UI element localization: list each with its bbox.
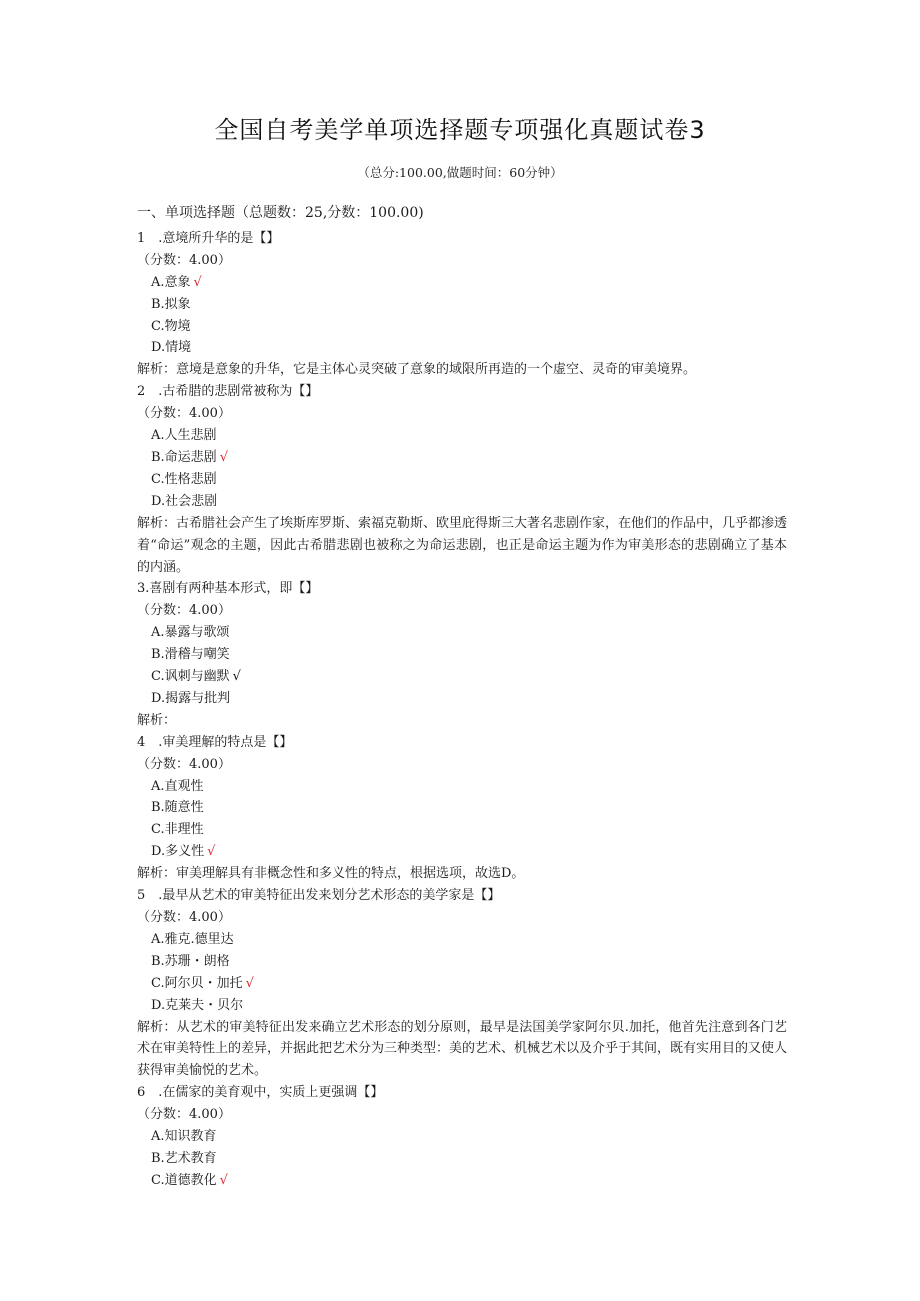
page-title: 全国自考美学单项选择题专项强化真题试卷3	[214, 116, 706, 144]
answer-option	[137, 469, 787, 491]
option-text: B.滑稽与嘲笑	[151, 647, 230, 663]
option-text: B.艺术教育	[151, 1150, 217, 1166]
answer-option	[137, 1170, 787, 1192]
answer-analysis: 解析：意境是意象的升华，它是主体心灵突破了意象的域限所再造的一个虚空、灵奇的审美境界。	[137, 362, 697, 378]
option-text: A.直观性	[151, 778, 204, 794]
answer-option	[137, 447, 787, 469]
question-stem: 3.喜剧有两种基本形式，即【】	[137, 581, 319, 597]
answer-option	[137, 776, 787, 798]
option-text: C.性格悲剧	[151, 471, 217, 487]
answer-option	[137, 1148, 787, 1170]
option-text: A.雅克.德里达	[151, 931, 234, 947]
option-text: A.人生悲剧	[151, 428, 217, 444]
answer-option	[137, 272, 787, 294]
correct-check-icon: √	[193, 274, 202, 290]
correct-check-icon: √	[245, 975, 254, 991]
question-block	[137, 885, 787, 1082]
option-text: A.意象	[151, 274, 191, 290]
option-text: D.情境	[151, 340, 192, 356]
question-block	[137, 732, 787, 885]
option-text: B.随意性	[151, 800, 204, 816]
option-text: C.阿尔贝・加托	[151, 975, 243, 991]
section-heading: 一、单项选择题（总题数：25,分数：100.00)	[137, 205, 424, 221]
question-score: （分数：4.00）	[137, 756, 231, 772]
question-stem: 2 .古希腊的悲剧常被称为【】	[137, 384, 319, 400]
question-list	[137, 228, 787, 1192]
option-text: A.暴露与歌颂	[151, 625, 230, 641]
question-stem: 4 .审美理解的特点是【】	[137, 734, 293, 750]
answer-option	[137, 929, 787, 951]
option-text: B.命运悲剧	[151, 449, 217, 465]
option-text: C.物境	[151, 318, 191, 334]
answer-option	[137, 337, 787, 359]
answer-analysis: 解析：从艺术的审美特征出发来确立艺术形态的划分原则，最早是法国美学家阿尔贝.加托，他首先注意到各门艺术在审美特性上的差异，并据此把艺术分为三种类型：美的艺术、机械艺术以及介乎于其间，既有实用目的又使人获得审美愉悦的艺术。	[137, 1019, 788, 1079]
option-text: C.道德教化	[151, 1172, 217, 1188]
answer-option	[137, 973, 787, 995]
option-text: B.拟象	[151, 296, 191, 312]
question-stem: 6 .在儒家的美育观中，实质上更强调【】	[137, 1085, 384, 1101]
correct-check-icon: √	[232, 669, 241, 685]
answer-option	[137, 688, 787, 710]
option-text: D.克莱夫・贝尔	[151, 997, 244, 1013]
question-score: （分数：4.00）	[137, 406, 231, 422]
answer-option	[137, 316, 787, 338]
question-block	[137, 228, 787, 381]
answer-option	[137, 294, 787, 316]
answer-option	[137, 425, 787, 447]
question-score: （分数：4.00）	[137, 603, 231, 619]
answer-option	[137, 951, 787, 973]
answer-analysis: 解析：	[137, 712, 177, 728]
answer-option	[137, 819, 787, 841]
exam-content	[137, 203, 787, 1192]
exam-meta: （总分:100.00,做题时间：60分钟）	[357, 165, 563, 180]
question-stem: 5 .最早从艺术的审美特征出发来划分艺术形态的美学家是【】	[137, 888, 501, 904]
answer-option	[137, 841, 787, 863]
answer-option	[137, 644, 787, 666]
option-text: D.揭露与批判	[151, 690, 231, 706]
option-text: D.社会悲剧	[151, 493, 218, 509]
answer-option	[137, 491, 787, 513]
answer-analysis: 解析：审美理解具有非概念性和多义性的特点，根据选项，故选D。	[137, 866, 525, 882]
option-text: D.多义性	[151, 844, 205, 860]
correct-check-icon: √	[219, 1172, 228, 1188]
question-block	[137, 578, 787, 731]
question-score: （分数：4.00）	[137, 252, 231, 268]
question-stem: 1 .意境所升华的是【】	[137, 230, 280, 246]
option-text: B.苏珊・朗格	[151, 953, 230, 969]
answer-option	[137, 622, 787, 644]
answer-option	[137, 797, 787, 819]
answer-option	[137, 1126, 787, 1148]
option-text: C.讽刺与幽默	[151, 669, 230, 685]
option-text: A.知识教育	[151, 1129, 217, 1145]
option-text: C.非理性	[151, 822, 204, 838]
question-score: （分数：4.00）	[137, 1107, 231, 1123]
answer-analysis: 解析：古希腊社会产生了埃斯库罗斯、索福克勒斯、欧里庇得斯三大著名悲剧作家，在他们的作品中，几乎都渗透着“命运”观念的主题，因此古希腊悲剧也被称之为命运悲剧，也正是命运主题为作为审美形态的悲剧确立了基本的内涵。	[137, 515, 788, 575]
correct-check-icon: √	[219, 449, 228, 465]
question-block	[137, 1082, 787, 1192]
correct-check-icon: √	[207, 844, 216, 860]
answer-option	[137, 666, 787, 688]
question-score: （分数：4.00）	[137, 910, 231, 925]
question-block	[137, 381, 787, 578]
answer-option	[137, 995, 787, 1017]
